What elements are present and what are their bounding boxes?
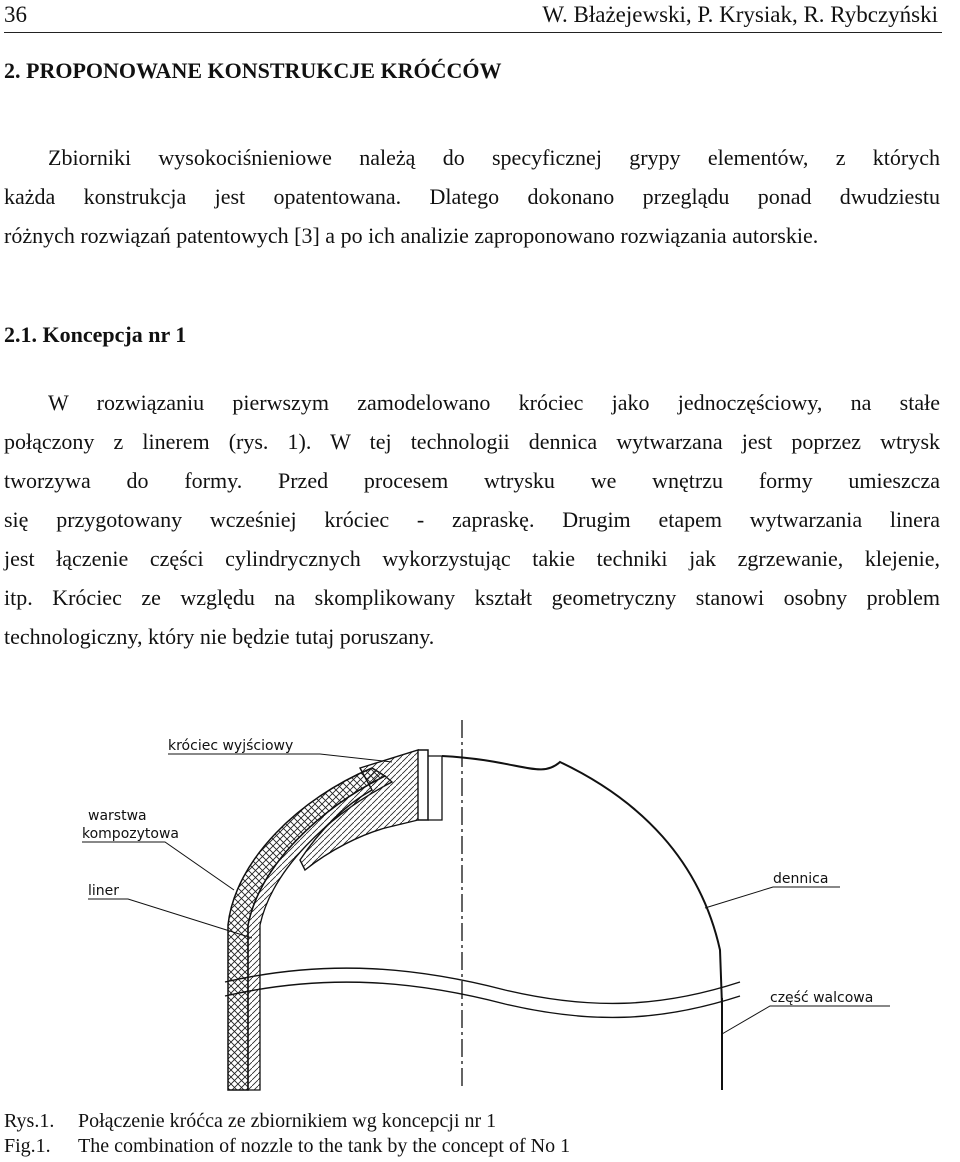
- body-line: połączony z linerem (rys. 1). W tej technologii dennica wytwarzana jest poprzez wtrysk: [4, 429, 940, 454]
- intro-line: Zbiorniki wysokociśnieniowe należą do specyficznej grypy elementów, z których: [48, 145, 940, 170]
- nozzle-neck: [418, 750, 428, 820]
- caption-en-label: Fig.1.: [4, 1135, 51, 1157]
- page-number: 36: [4, 2, 27, 27]
- label-composite-2: kompozytowa: [82, 826, 179, 842]
- body-line: tworzywa do formy. Przed procesem wtrysku we wnętrzu formy umieszcza: [4, 468, 940, 493]
- intro-line: każda konstrukcja jest opatentowana. Dlatego dokonano przeglądu ponad dwudziestu: [4, 184, 940, 209]
- caption-pl-text: Połączenie króćca ze zbiornikiem wg koncepcji nr 1: [78, 1110, 497, 1132]
- body-line: W rozwiązaniu pierwszym zamodelowano króciec jako jednoczęściowy, na stałe: [48, 390, 940, 415]
- label-liner: liner: [88, 883, 120, 899]
- header-rule: [4, 32, 942, 33]
- body-line: jest łączenie części cylindrycznych wykorzystując takie techniki jak zgrzewanie, klejenie,: [4, 546, 940, 571]
- running-header-authors: W. Błażejewski, P. Krysiak, R. Rybczyński: [542, 2, 938, 27]
- label-composite-1: warstwa: [88, 808, 147, 824]
- subsection-title: 2.1. Koncepcja nr 1: [4, 322, 187, 347]
- label-cylinder: część walcowa: [770, 990, 874, 1006]
- caption-pl-label: Rys.1.: [4, 1110, 55, 1132]
- label-dome: dennica: [773, 871, 829, 887]
- tank-nozzle-drawing: [0, 720, 960, 1100]
- body-line: się przygotowany wcześniej króciec - zapraskę. Drugim etapem wytwarzania linera: [4, 507, 940, 532]
- intro-line: różnych rozwiązań patentowych [3] a po ich analizie zaproponowano rozwiązania autorskie.: [4, 223, 819, 248]
- dome-outline: [442, 756, 722, 1005]
- body-line: technologiczny, który nie będzie tutaj poruszany.: [4, 624, 435, 649]
- caption-en-text: The combination of nozzle to the tank by the concept of No 1: [78, 1135, 571, 1157]
- body-line: itp. Króciec ze względu na skomplikowany kształt geometryczny stanowi osobny problem: [4, 585, 940, 610]
- label-nozzle: króciec wyjściowy: [168, 738, 294, 754]
- section-title: 2. PROPONOWANE KONSTRUKCJE KRÓĆCÓW: [4, 58, 502, 83]
